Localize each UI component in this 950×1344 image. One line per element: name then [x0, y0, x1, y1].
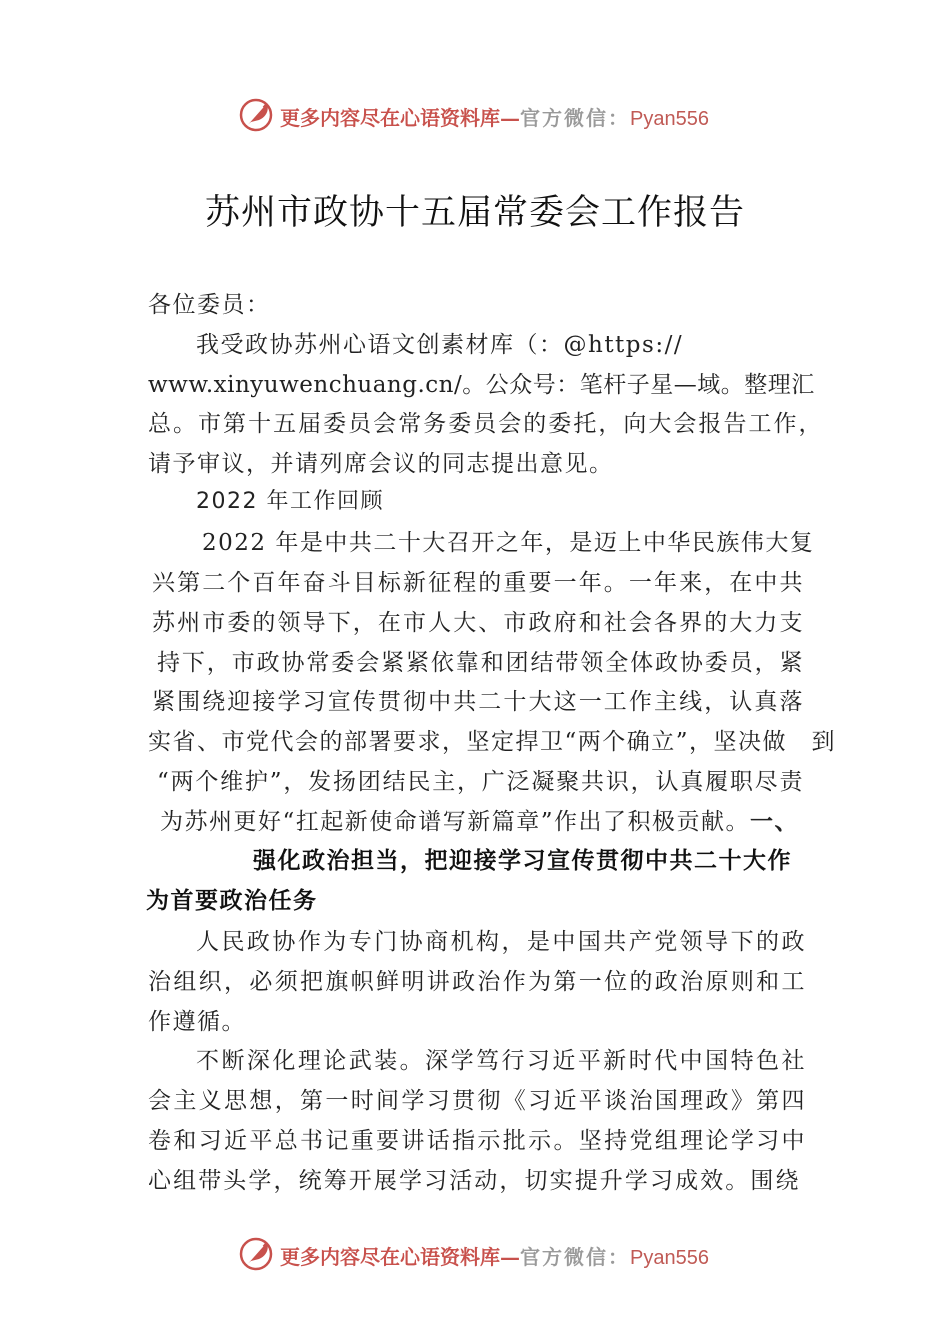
- footer-banner: [0, 1234, 950, 1274]
- heading-1-line-1: 强化政治担当，把迎接学习宣传贯彻中共二十大作: [253, 848, 792, 874]
- paragraph-1-line-1: 我受政协苏州心语文创素材库（：@https://: [196, 332, 684, 358]
- document-title: 苏州市政协十五届常委会工作报告: [204, 193, 745, 233]
- section-heading: 2022 年工作回顾: [196, 489, 384, 514]
- paragraph-2-line-3: 苏州市委的领导下，在市人大、市政府和社会各界的大力支: [152, 610, 804, 636]
- paragraph-1-line-3: 总。市第十五届委员会常务委员会的委托，向大会报告工作，: [148, 411, 823, 437]
- banner-wechat-id: Pyan556: [630, 108, 709, 130]
- banner-dash: —: [500, 1245, 520, 1269]
- paragraph-2-line-8-text: 为苏州更好“扛起新使命谱写新篇章”作出了积极贡献。: [160, 809, 751, 835]
- paragraph-4-line-4: 心组带头学，统筹开展学习活动，切实提升学习成效。围绕: [148, 1168, 800, 1194]
- banner-text: [280, 102, 709, 131]
- paragraph-1-line-2: www.xinyuwenchuang.cn/。公众号：笔杆子星—域。整理汇: [148, 372, 815, 398]
- banner-wechat-id: Pyan556: [630, 1247, 709, 1269]
- paragraph-1-line-4: 请予审议，并请列席会议的同志提出意见。: [148, 451, 614, 477]
- paragraph-3-line-2: 治组织，必须把旗帜鲜明讲政治作为第一位的政治原则和工: [148, 969, 806, 995]
- banner-main-text: 更多内容尽在心语资料库: [280, 1245, 500, 1269]
- paragraph-2-line-2: 兴第二个百年奋斗目标新征程的重要一年。一年来，在中共: [152, 570, 804, 596]
- feather-quill-circle-icon: [237, 95, 275, 133]
- paragraph-2-line-1: 2022 年是中共二十大召开之年，是迈上中华民族伟大复: [202, 530, 815, 556]
- banner-text: [280, 1241, 709, 1270]
- paragraph-4-line-1: 不断深化理论武装。深学笃行习近平新时代中国特色社: [196, 1048, 806, 1074]
- paragraph-4-line-2: 会主义思想，第一时间学习贯彻《习近平谈治国理政》第四: [148, 1088, 806, 1114]
- paragraph-2-line-5: 紧围绕迎接学习宣传贯彻中共二十大这一工作主线，认真落: [152, 689, 804, 715]
- banner-wechat-label: 官方微信：: [520, 106, 630, 130]
- heading-1-number: 一、: [750, 809, 800, 835]
- paragraph-3-line-1: 人民政协作为专门协商机构，是中国共产党领导下的政: [196, 929, 806, 955]
- paragraph-3-line-3: 作遵循。: [148, 1009, 246, 1035]
- paragraph-4-line-3: 卷和习近平总书记重要讲话指示批示。坚持党组理论学习中: [148, 1128, 806, 1154]
- banner-main-text: 更多内容尽在心语资料库: [280, 106, 500, 130]
- paragraph-2-line-6: 实省、市党代会的部署要求，坚定捍卫“两个确立”，坚决做 到: [148, 729, 837, 755]
- heading-1-line-2: 为首要政治任务: [146, 888, 318, 914]
- feather-quill-circle-icon: [237, 1234, 275, 1272]
- banner-dash: —: [500, 106, 520, 130]
- paragraph-2-line-4: 持下，市政协常委会紧紧依靠和团结带领全体政协委员，紧: [157, 650, 804, 676]
- salutation: 各位委员：: [148, 292, 271, 318]
- banner-wechat-label: 官方微信：: [520, 1245, 630, 1269]
- paragraph-2-line-7: “两个维护”，发扬团结民主，广泛凝聚共识，认真履职尽责: [157, 769, 804, 795]
- paragraph-2-line-8: [160, 803, 799, 836]
- header-banner: [0, 95, 950, 135]
